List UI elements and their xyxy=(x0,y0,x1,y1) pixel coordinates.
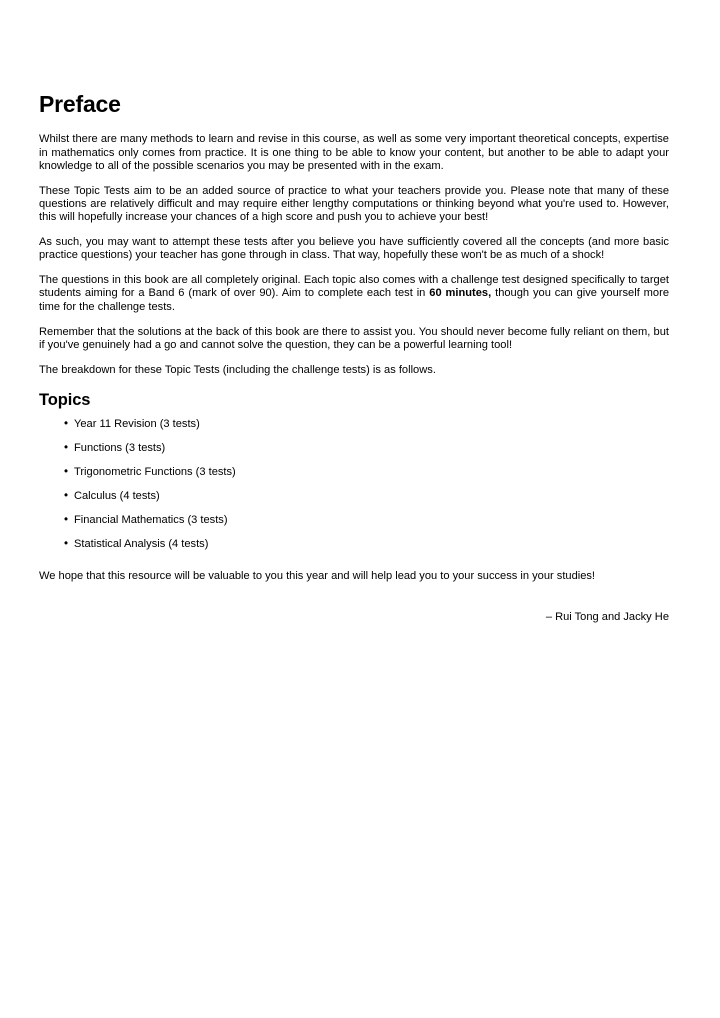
list-item-label: Year 11 Revision (3 tests) xyxy=(74,418,200,431)
bullet-icon: • xyxy=(64,513,69,526)
paragraph-timing-duration: 60 minutes, xyxy=(429,287,492,300)
paragraph-breakdown: The breakdown for these Topic Tests (including the challenge tests) is as follows. xyxy=(39,363,436,376)
list-item xyxy=(39,418,669,431)
paragraph-timing-after: though you can give yourself more time for the challenge tests. xyxy=(39,287,670,313)
list-item xyxy=(39,538,669,551)
bullet-icon: • xyxy=(64,465,69,478)
paragraph-timing-before: The questions in this book are all completely original. Each topic also comes with a challenge test designed specifically to target students aiming for a Band 6 (mark of over 90). Aim to complete each test in xyxy=(39,274,669,300)
paragraph-advice: As such, you may want to attempt these tests after you believe you have sufficiently covered all the concepts (and more basic practice questions) your teacher has gone through in class. That way, hopefully these won't be as much of a shock! xyxy=(39,236,669,262)
list-item-label: Functions (3 tests) xyxy=(74,442,166,455)
list-item-label: Statistical Analysis (4 tests) xyxy=(74,538,209,551)
author-signature: – Rui Tong and Jacky He xyxy=(545,611,669,624)
paragraph-intro: Whilst there are many methods to learn and revise in this course, as well as some very important theoretical concepts, expertise in mathematics only comes from practice. It is one thing to be able to know your content, but another to be able to adapt your knowledge to all of the possible scenarios you may be presented with in the exam. xyxy=(39,133,669,172)
topics-list xyxy=(39,418,669,551)
list-item xyxy=(39,514,669,527)
paragraph-purpose: These Topic Tests aim to be an added source of practice to what your teachers provide you. Please note that many of these questions are relatively difficult and may require either lengthy computations or thinking beyond what you're used to. However, this will hopefully increase your chances of a high score and push you to achieve your best! xyxy=(39,184,669,224)
topics-heading: Topics xyxy=(39,390,91,409)
bullet-icon: • xyxy=(64,441,69,454)
list-item xyxy=(39,442,669,455)
page-content xyxy=(39,92,669,625)
bullet-icon: • xyxy=(64,489,69,502)
list-item-label: Financial Mathematics (3 tests) xyxy=(74,514,228,527)
page-title: Preface xyxy=(39,91,121,117)
paragraph-solutions: Remember that the solutions at the back of this book are there to assist you. You should never become fully reliant on them, but if you've genuinely had a go and cannot solve the question, they can be a powerful learning tool! xyxy=(39,325,669,351)
list-item xyxy=(39,490,669,503)
list-item-label: Calculus (4 tests) xyxy=(74,490,160,503)
closing-paragraph: We hope that this resource will be valuable to you this year and will help lead you to your success in your studies! xyxy=(39,570,596,583)
list-item xyxy=(39,466,669,479)
bullet-icon: • xyxy=(64,537,69,550)
paragraph-timing xyxy=(39,274,669,314)
bullet-icon: • xyxy=(64,417,69,430)
list-item-label: Trigonometric Functions (3 tests) xyxy=(74,466,236,479)
